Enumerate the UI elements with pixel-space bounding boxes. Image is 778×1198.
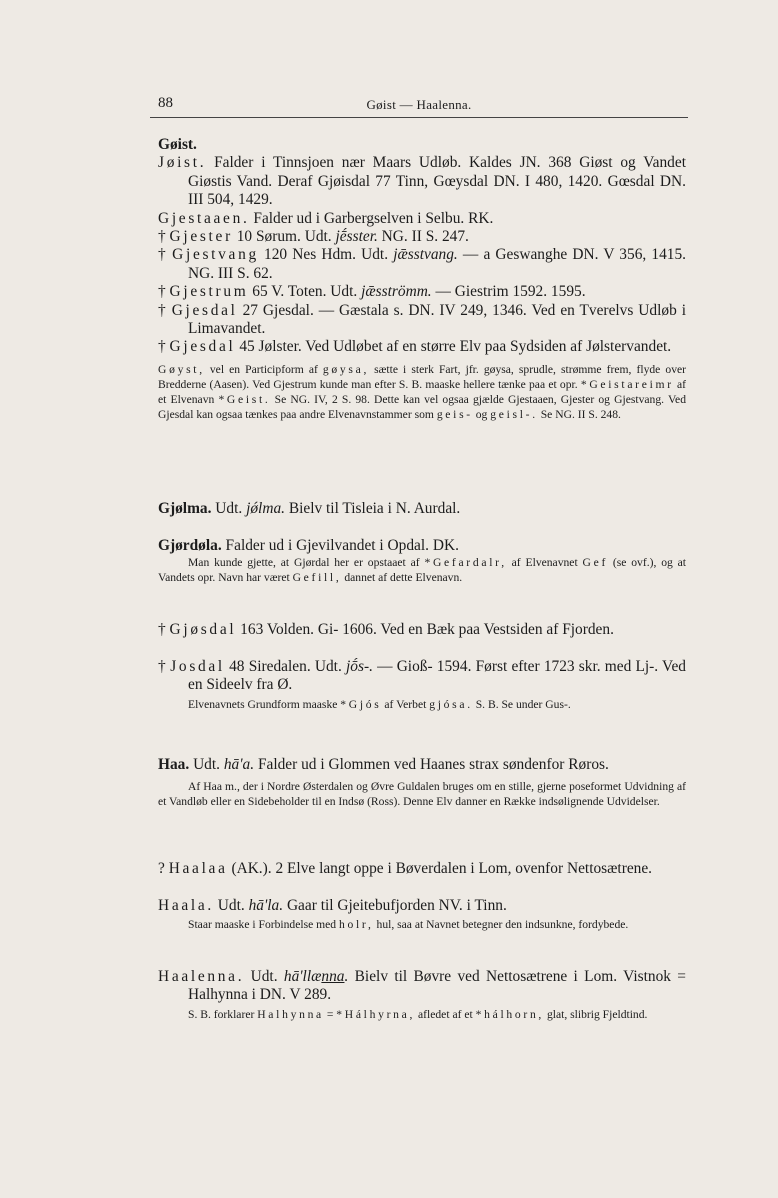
note: Af Haa m., der i Nordre Østerdalen og Øvre Guldalen bruges om en stille, gjerne poseformet Udvidning af et Vandløb eller en Sidebeholder til en Indsø (Ross). Denne Elv danner en Række indsølignende Udvidelser. — [158, 780, 686, 809]
sub-entry: † Gjesdal 45 Jølster. Ved Udløbet af en større Elv paa Sydsiden af Jølstervandet. — [158, 338, 672, 356]
sub-entry: † Gjesdal 27 Gjesdal. — Gæstala s. DN. IV 249, 1346. Ved en Tverelvs Udløb i Limavandet. — [158, 301, 686, 338]
sub-entry: Jøist. Falder i Tinnsjoen nær Maars Udløb. Kaldes JN. 368 Giøst og Vandet Giøstis Vand. Deraf Gjøisdal 77 Tinn, Gœysdal DN. I 480, 1420. Gœsdal DN. III 504, 1429. — [158, 154, 686, 209]
note: Elvenavnets Grundform maaske *Gjós af Verbet gjósa. S. B. Se under Gus-. — [188, 697, 571, 711]
entry-gjosdal — [158, 621, 686, 639]
entry-gjordola — [158, 537, 686, 585]
entry-haa — [158, 756, 686, 809]
note: S. B. forklarer Halhynna = *Hálhyrna, afledet af et *hálhorn, glat, slibrig Fjeldtind. — [188, 1007, 648, 1021]
entry-haala — [158, 897, 686, 932]
running-title: Gøist — Haalenna. — [366, 97, 472, 112]
sub-entry: Haalenna. Udt. hā'llænna. Bielv til Bøvre ved Nettosætrene i Lom. Vistnok = Halhynna i DN. V 289. — [158, 968, 686, 1004]
headword: Gøist. — [158, 136, 197, 153]
note: Man kunde gjette, at Gjørdal her er opstaaet af *Gefardalr, af Elvenavnet Gef (se ovf.), og at Vandets opr. Navn har været Gefill, dannet af dette Elvenavn. — [158, 556, 687, 585]
entry-haalaa — [158, 860, 686, 878]
headword-line: Gjørdøla. Falder ud i Gjevilvandet i Opdal. DK. — [158, 537, 459, 554]
page-number: 88 — [158, 95, 173, 111]
sub-entry: Haala. Udt. hā'la. Gaar til Gjeitebufjorden NV. i Tinn. — [158, 897, 507, 914]
sub-entry: Gjestaaen. Falder ud i Garbergselven i Selbu. RK. — [158, 209, 494, 227]
headword-line: Haa. Udt. hā'a. Falder ud i Glommen ved Haanes strax søndenfor Røros. — [158, 756, 609, 773]
entry-haalenna — [158, 968, 686, 1022]
entry-josdal — [158, 658, 686, 712]
headword-line: Gjølma. Udt. jǿlma. Bielv til Tisleia i N. Aurdal. — [158, 500, 461, 517]
note: Staar maaske i Forbindelse med holr, hul, saa at Navnet betegner den indsunkne, fordybede. — [188, 918, 629, 932]
sub-entry: † Gjestrum 65 V. Toten. Udt. jǣsströmm. — Giestrim 1592. 1595. — [158, 283, 586, 301]
sub-entry: † Gjester 10 Sørum. Udt. jḗsster. NG. II S. 247. — [158, 228, 469, 246]
entry-gjolma — [158, 500, 686, 518]
sub-entry: † Josdal 48 Siredalen. Udt. jṓs-. — Gioß- 1594. Først efter 1723 skr. med Lj-. Ved en Sideelv fra Ø. — [158, 658, 686, 694]
sub-entry: † Gjøsdal 163 Volden. Gi- 1606. Ved en Bæk paa Vestsiden af Fjorden. — [158, 621, 614, 638]
entry-goist — [158, 136, 686, 422]
sub-entry: ? Haalaa (AK.). 2 Elve langt oppe i Bøverdalen i Lom, ovenfor Nettosætrene. — [158, 860, 653, 877]
header-rule — [150, 117, 688, 118]
running-header — [150, 95, 688, 117]
sub-entry: † Gjestvang 120 Nes Hdm. Udt. jǣsstvang. — a Geswanghe DN. V 356, 1415. NG. III S. 62. — [158, 246, 687, 282]
note: Gøyst, vel en Participform af gøysa, sætte i sterk Fart, jfr. gøysa, sprudle, strømme frem, flyde over Bredderne (Aasen). Ved Gjestrum kunde man efter S. B. maaske hellere tænke paa et opr. *Geistareimr af et Elvenavn *Geist. Se NG. IV, 2 S. 98. Dette kan vel ogsaa gjælde Gjestaaen, Gjester og Gjestvang. Ved Gjesdal kan ogsaa tænkes paa andre Elvenavnstammer som geis- og geisl-. Se NG. II S. 248. — [158, 362, 686, 421]
